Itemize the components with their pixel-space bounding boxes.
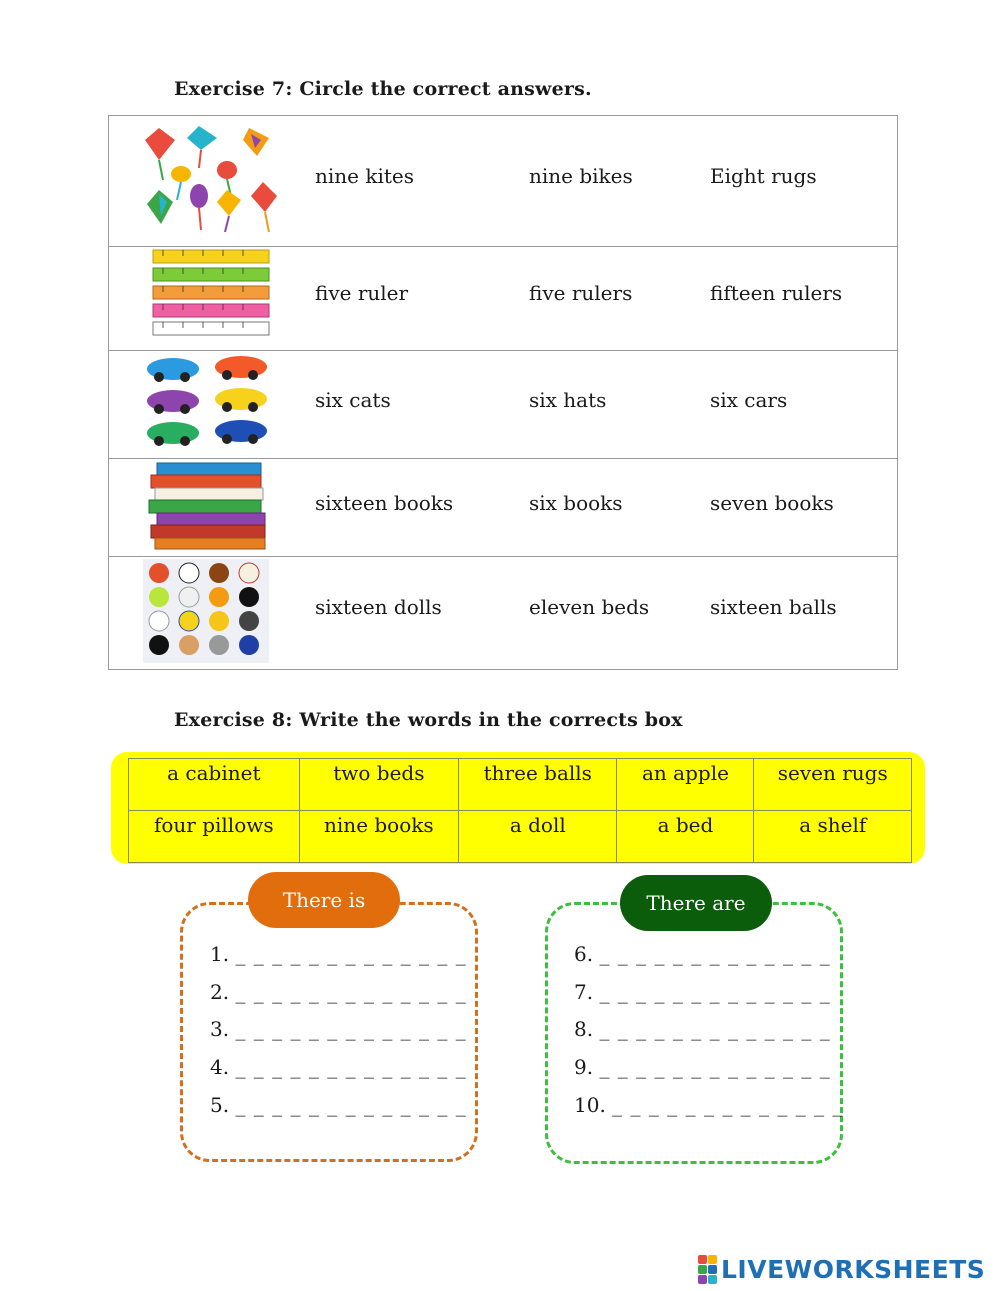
line-number: 2. [210, 980, 230, 1004]
table-row [109, 247, 897, 351]
option-1[interactable]: six cats [315, 388, 391, 412]
answer-blank[interactable]: _ _ _ _ _ _ _ _ _ _ _ _ _ [599, 980, 831, 1004]
answer-blank[interactable]: _ _ _ _ _ _ _ _ _ _ _ _ _ [612, 1093, 844, 1117]
line-number: 1. [210, 942, 230, 966]
option-1[interactable]: nine kites [315, 164, 415, 188]
word-item[interactable]: four pillows [129, 811, 300, 863]
option-3[interactable]: sixteen balls [710, 595, 837, 619]
word-item[interactable]: a cabinet [129, 759, 300, 811]
option-3[interactable]: fifteen rulers [710, 281, 843, 305]
answer-blank[interactable]: _ _ _ _ _ _ _ _ _ _ _ _ _ [235, 1017, 467, 1041]
exercise-7-table [108, 115, 898, 670]
there-is-label: There is [248, 872, 400, 928]
answer-line-2[interactable] [210, 980, 467, 1004]
logo-tile [708, 1275, 717, 1284]
logo-icon [698, 1255, 717, 1284]
answer-blank[interactable]: _ _ _ _ _ _ _ _ _ _ _ _ _ [235, 1093, 467, 1117]
line-number: 9. [574, 1055, 594, 1079]
line-number: 6. [574, 942, 594, 966]
rulers-picture [139, 248, 279, 344]
option-3[interactable]: Eight rugs [710, 164, 817, 188]
word-bank-grid [128, 758, 912, 863]
option-1[interactable]: sixteen books [315, 491, 454, 515]
logo-text: LIVEWORKSHEETS [721, 1254, 986, 1284]
word-bank [111, 752, 925, 864]
table-row [109, 116, 897, 247]
option-2[interactable]: nine bikes [529, 164, 633, 188]
kites-picture [139, 120, 279, 236]
word-item[interactable]: nine books [299, 811, 458, 863]
liveworksheets-logo[interactable] [698, 1254, 985, 1284]
word-item[interactable]: a shelf [754, 811, 912, 863]
word-item[interactable]: seven rugs [754, 759, 912, 811]
word-item[interactable]: an apple [617, 759, 754, 811]
logo-tile [708, 1255, 717, 1264]
cars-picture [139, 353, 279, 451]
word-item[interactable]: a doll [459, 811, 617, 863]
logo-tile [698, 1255, 707, 1264]
exercise-8-heading: Exercise 8: Write the words in the corrects box [174, 709, 683, 731]
word-item[interactable]: a bed [617, 811, 754, 863]
answer-line-3[interactable] [210, 1017, 467, 1041]
answer-blank[interactable]: _ _ _ _ _ _ _ _ _ _ _ _ _ [235, 1055, 467, 1079]
balls-picture [139, 559, 279, 663]
option-3[interactable]: six cars [710, 388, 788, 412]
answer-line-4[interactable] [210, 1055, 467, 1079]
line-number: 5. [210, 1093, 230, 1117]
option-1[interactable]: five ruler [315, 281, 409, 305]
option-2[interactable]: five rulers [529, 281, 633, 305]
option-3[interactable]: seven books [710, 491, 834, 515]
option-2[interactable]: six hats [529, 388, 607, 412]
answer-blank[interactable]: _ _ _ _ _ _ _ _ _ _ _ _ _ [599, 1017, 831, 1041]
line-number: 3. [210, 1017, 230, 1041]
answer-blank[interactable]: _ _ _ _ _ _ _ _ _ _ _ _ _ [235, 980, 467, 1004]
line-number: 7. [574, 980, 594, 1004]
logo-tile [708, 1265, 717, 1274]
line-number: 10. [574, 1093, 606, 1117]
line-number: 8. [574, 1017, 594, 1041]
table-row [109, 557, 897, 671]
option-2[interactable]: six books [529, 491, 623, 515]
answer-line-8[interactable] [574, 1017, 831, 1041]
word-item[interactable]: three balls [459, 759, 617, 811]
books-picture [139, 461, 279, 551]
answer-blank[interactable]: _ _ _ _ _ _ _ _ _ _ _ _ _ [235, 942, 467, 966]
there-are-label: There are [620, 875, 772, 931]
exercise-7-heading: Exercise 7: Circle the correct answers. [174, 78, 592, 100]
line-number: 4. [210, 1055, 230, 1079]
answer-line-6[interactable] [574, 942, 831, 966]
word-item[interactable]: two beds [299, 759, 458, 811]
table-row [109, 351, 897, 459]
answer-line-1[interactable] [210, 942, 467, 966]
answer-blank[interactable]: _ _ _ _ _ _ _ _ _ _ _ _ _ [599, 1055, 831, 1079]
logo-tile [698, 1265, 707, 1274]
logo-tile [698, 1275, 707, 1284]
answer-line-5[interactable] [210, 1093, 467, 1117]
option-2[interactable]: eleven beds [529, 595, 650, 619]
answer-line-10[interactable] [574, 1093, 843, 1117]
answer-blank[interactable]: _ _ _ _ _ _ _ _ _ _ _ _ _ [599, 942, 831, 966]
answer-line-9[interactable] [574, 1055, 831, 1079]
answer-line-7[interactable] [574, 980, 831, 1004]
option-1[interactable]: sixteen dolls [315, 595, 442, 619]
table-row [109, 459, 897, 557]
